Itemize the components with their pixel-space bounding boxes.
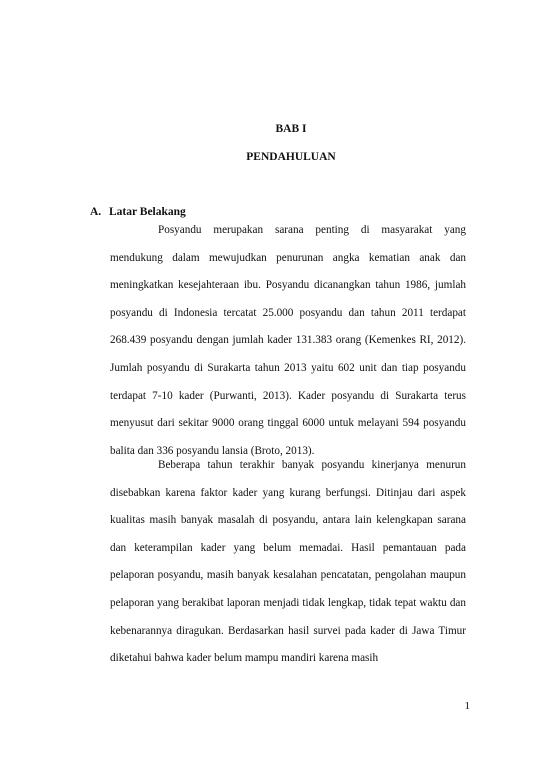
paragraph-1: Posyandu merupakan sarana penting di masyarakat yang mendukung dalam mewujudkan penurunan angka kematian anak dan meningkatkan kesejahteraan ibu. Posyandu dicanangkan tahun 1986, jumlah posyandu di Indonesia tercatat 25.000 posyandu dan tahun 2011 terdapat 268.439 posyandu dengan jumlah kader 131.383 orang (Kemenkes RI, 2012). Jumlah posyandu di Surakarta tahun 2013 yaitu 602 unit dan tiap posyandu terdapat 7-10 kader (Purwanti, 2013). Kader posyandu di Surakarta terus menyusut dari sekitar 9000 orang tinggal 6000 untuk melayani 594 posyandu balita dan 336 posyandu lansia (Broto, 2013). — [110, 224, 466, 457]
chapter-number: BAB I — [275, 123, 307, 135]
page-number: 1 — [464, 700, 470, 712]
section-letter: A. — [90, 206, 102, 218]
section-title: Latar Belakang — [109, 206, 186, 218]
paragraph-2: Beberapa tahun terakhir banyak posyandu kinerjanya menurun disebabkan karena faktor kader yang kurang berfungsi. Ditinjau dari aspek kualitas masih banyak masalah di posyandu, antara lain kelengkapan sarana dan keterampilan kader yang belum memadai. Hasil pemantauan pada pelaporan posyandu, masih banyak kesalahan pencatatan, pengolahan maupun pelaporan yang berakibat laporan menjadi tidak lengkap, tidak tepat waktu dan kebenarannya diragukan. Berdasarkan hasil survei pada kader di Jawa Timur diketahui bahwa kader belum mampu mandiri karena masih — [110, 459, 466, 665]
chapter-title: PENDAHULUAN — [246, 151, 336, 163]
